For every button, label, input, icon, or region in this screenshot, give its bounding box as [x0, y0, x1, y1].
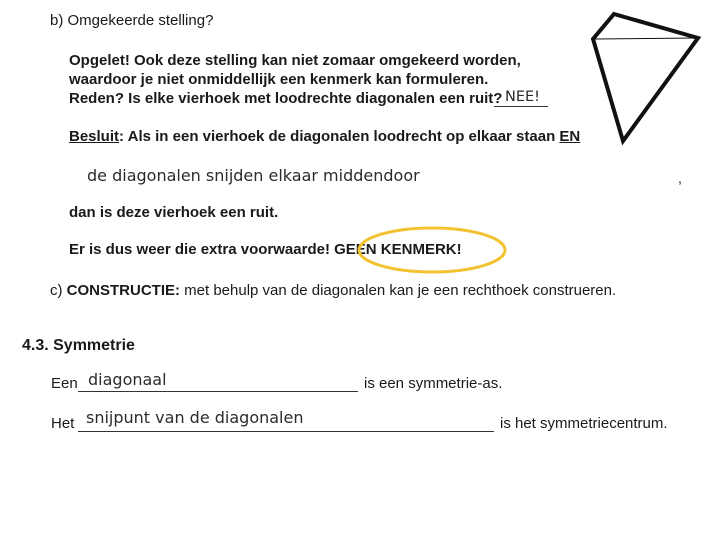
no-characteristic: GEEN KENMERK!	[334, 241, 462, 258]
warning-line-1: Opgelet! Ook deze stelling kan niet zomaar omgekeerd worden,	[69, 52, 521, 69]
conclusion-en: EN	[559, 128, 581, 145]
answer-line-center	[78, 431, 494, 432]
symmetry-line1-suffix: is een symmetrie-as.	[364, 375, 503, 392]
conclusion-label: Besluit	[69, 128, 120, 145]
conclusion-sentence	[69, 128, 580, 145]
highlight-circle	[355, 224, 510, 276]
symmetry-line1-prefix: Een	[51, 375, 78, 392]
extra-condition: Er is dus weer die extra voorwaarde!	[69, 241, 330, 258]
section-c-label: c)	[50, 282, 63, 299]
quadrilateral-drawing	[585, 8, 705, 150]
conclusion-text: : Als in een vierhoek de diagonalen loodrecht op elkaar staan	[119, 128, 556, 145]
warning-line-2: waardoor je niet onmiddellijk een kenmerk kan formuleren.	[69, 71, 489, 88]
section-c-heading: CONSTRUCTIE:	[66, 282, 180, 299]
answer-line-axis	[78, 391, 358, 392]
symmetry-line2-prefix: Het	[51, 415, 75, 432]
reason-question: Reden? Is elke vierhoek met loodrechte diagonalen een ruit?	[69, 90, 503, 107]
symmetry-line2-suffix: is het symmetriecentrum.	[500, 415, 668, 432]
comma-mark: ,	[678, 170, 682, 186]
reason-answer: NEE!	[505, 89, 540, 105]
symmetry-line1-answer: diagonaal	[88, 370, 167, 389]
symmetry-heading: 4.3. Symmetrie	[22, 337, 135, 354]
symmetry-line2-answer: snijpunt van de diagonalen	[86, 408, 304, 427]
section-c-text: met behulp van de diagonalen kan je een rechthoek construeren.	[184, 282, 617, 299]
handwritten-condition: de diagonalen snijden elkaar middendoor	[87, 166, 420, 185]
answer-line-reason	[494, 106, 548, 107]
section-b-heading: b) Omgekeerde stelling?	[50, 12, 214, 29]
section-c-line	[50, 282, 616, 299]
then-text: dan is deze vierhoek een ruit.	[69, 204, 279, 221]
